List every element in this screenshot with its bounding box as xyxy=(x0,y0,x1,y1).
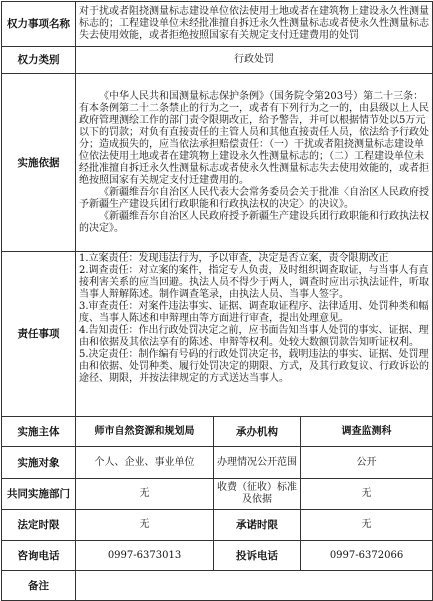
row-category xyxy=(2,47,433,74)
power-item-table xyxy=(1,1,433,601)
basis-paragraph: 《新疆维吾尔自治区人民政府授予新疆生产建设兵团行政职能和行政执法权的决定》。 xyxy=(79,210,429,234)
joint-dept-value: 无 xyxy=(76,479,214,510)
category-value: 行政处罚 xyxy=(76,47,433,74)
duty-content xyxy=(76,252,433,417)
consult-phone-value: 0997-6373013 xyxy=(76,541,214,571)
promised-time-limit-value: 无 xyxy=(301,510,433,541)
duty-paragraph: 5.决定责任：制作编有号码的行政处罚决定书，载明违法的事实、证据、处罚理由和依据、处罚种类、履行处罚决定的期限、方式，及其行政复议、行政诉讼的途径、期限，并按法律规定的方式送达当事人。 xyxy=(79,349,429,384)
target-value: 个人、企业、事业单位 xyxy=(76,447,214,479)
power-item-sheet xyxy=(1,1,432,594)
duty-label: 责任事项 xyxy=(2,252,76,417)
remark-value xyxy=(76,571,433,601)
category-label: 权力类别 xyxy=(2,47,76,74)
row-phone xyxy=(2,541,433,571)
basis-paragraph: 《新疆维吾尔自治区人民代表大会常务委员会关于批准〈自治区人民政府授予新疆生产建设兵团行政职能和行政执法权的决定〉的决议》。 xyxy=(79,186,429,210)
disclosure-scope-value: 公开 xyxy=(301,447,433,479)
promised-time-limit-label: 承诺时限 xyxy=(214,510,301,541)
complaint-phone-label: 投诉电话 xyxy=(214,541,301,571)
complaint-phone-value: 0997-6372066 xyxy=(301,541,433,571)
item-name-label: 权力事项名称 xyxy=(2,2,76,47)
fee-standard-label: 收费（征收）标准及依据 xyxy=(214,479,301,510)
row-subject xyxy=(2,417,433,447)
duty-paragraph: 3.审查责任：对案件违法事实、证据、调查取证程序、法律适用、处罚种类和幅度、当事人陈述和申辩理由等方面进行审查，提出处理意见。 xyxy=(79,301,429,324)
remark-label: 备注 xyxy=(2,571,76,601)
fee-standard-value: 无 xyxy=(301,479,433,510)
subject-label: 实施主体 xyxy=(2,417,76,447)
disclosure-scope-label: 办理情况公开范围 xyxy=(214,447,301,479)
basis-content xyxy=(76,74,433,252)
row-remark xyxy=(2,571,433,601)
row-item-name xyxy=(2,2,433,47)
target-label: 实施对象 xyxy=(2,447,76,479)
item-name-value: 对于扰或者阻挠测量标志建设单位依法使用土地或者在建筑物上建设永久性测量标志的；工程建设单位未经批准擅自拆迁永久性测量标志或者使永久性测量标志失去使用效能，或者拒绝按照国家有关规定支付迁建费用的处罚 xyxy=(76,2,433,47)
row-joint xyxy=(2,479,433,510)
basis-label: 实施依据 xyxy=(2,74,76,252)
duty-paragraph: 2.调查责任：对立案的案件，指定专人负责，及时组织调查取证，与当事人有直接利害关系的应当回避。执法人员不得少于两人，调查时应出示执法证件，听取当事人辩解陈述。制作调查笔录，由执法人员、当事人签字。 xyxy=(79,265,429,300)
basis-paragraph: 《中华人民共和国测量标志保护条例》（国务院令第203号）第二十三条：有本条例第二十二条禁止的行为之一，或者有下列行为之一的，由县级以上人民政府管理测绘工作的部门责令限期改正，给予警告，并可以根据情节处以5万元以下的罚款；对负有直接责任的主管人员和其他直接责任人员，依法给予行政处分；造成损失的，应当依法承担赔偿责任：（一）干扰或者阻挠测量标志建设单位依法使用土地或者在建筑物上建设永久性测量标志的；（二）工程建设单位未经批准擅自拆迁永久性测量标志或者使永久性测量标志失去使用效能的，或者拒绝按照国家有关规定支付迁建费用的。 xyxy=(79,90,429,186)
duty-scroll-area[interactable] xyxy=(79,252,429,416)
joint-dept-label: 共同实施部门 xyxy=(2,479,76,510)
row-basis xyxy=(2,74,433,252)
row-target xyxy=(2,447,433,479)
row-duty xyxy=(2,252,433,417)
legal-time-limit-value: 无 xyxy=(76,510,214,541)
duty-paragraph: 1.立案责任：发现违法行为，予以审查，决定是否立案，责令限期改正 xyxy=(79,253,389,264)
row-time-limit xyxy=(2,510,433,541)
consult-phone-label: 咨询电话 xyxy=(2,541,76,571)
handling-agency-value: 调查监测科 xyxy=(301,417,433,447)
subject-value: 师市自然资源和规划局 xyxy=(76,417,214,447)
duty-paragraph: 4.告知责任：作出行政处罚决定之前，应书面告知当事人处罚的事实、证据、理由和依据及其依法享有的陈述、申辩等权利。处较大数额罚款告知听证权利。 xyxy=(79,325,429,348)
legal-time-limit-label: 法定时限 xyxy=(2,510,76,541)
handling-agency-label: 承办机构 xyxy=(214,417,301,447)
